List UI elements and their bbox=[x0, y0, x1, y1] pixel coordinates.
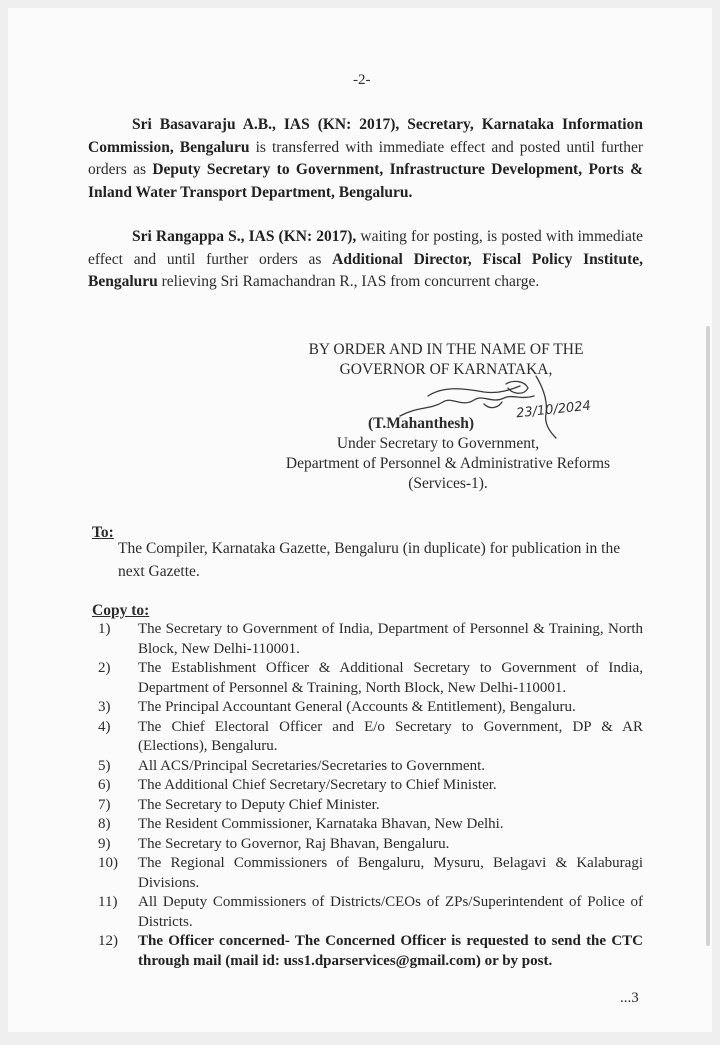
list-item: 7) The Secretary to Deputy Chief Minister. bbox=[98, 796, 380, 813]
to-recipient: The Compiler, Karnataka Gazette, Bengaluru (in duplicate) for publication in the next Gazette. bbox=[118, 540, 621, 580]
list-item: 9) The Secretary to Governor, Raj Bhavan, Bengaluru. bbox=[98, 835, 450, 852]
list-item: 10) The Regional Commissioners of Bengaluru, Mysuru, Belagavi & Kalaburagi Divisions. bbox=[98, 855, 643, 891]
copy-to-list bbox=[98, 620, 643, 971]
para2-text-1: waiting for posting, is posted with immediate effect and until further orders as bbox=[88, 228, 644, 268]
officer-section: (Services-1). bbox=[408, 475, 488, 492]
transfer-paragraph-1 bbox=[88, 114, 643, 204]
officer-department: Department of Personnel & Administrative Reforms bbox=[285, 455, 611, 472]
order-line-2: GOVERNOR OF KARNATAKA, bbox=[339, 361, 553, 378]
list-item: 1) The Secretary to Government of India, Department of Personnel & Training, North Block, New Delhi-110001. bbox=[98, 621, 643, 657]
scrollbar[interactable] bbox=[706, 326, 710, 946]
transfer-paragraph-2 bbox=[88, 226, 643, 294]
page-number: -2- bbox=[353, 72, 371, 88]
para2-text-2: relieving Sri Ramachandran R., IAS from concurrent charge. bbox=[157, 273, 540, 290]
signature-date: 23/10/2024 bbox=[515, 398, 592, 422]
officer-designation: Under Secretary to Government, bbox=[336, 435, 540, 452]
para1-posting: Deputy Secretary to Government, Infrastructure Development, Ports & Inland Water Transport Department, Bengaluru. bbox=[88, 161, 643, 201]
para2-posting: Additional Director, Fiscal Policy Institute, Bengaluru bbox=[88, 250, 644, 290]
list-item: 3) The Principal Accountant General (Accounts & Entitlement), Bengaluru. bbox=[98, 699, 576, 715]
list-item: 2) The Establishment Officer & Additional Secretary to Government of India, Department of Personnel & Training, North Block, New Delhi-110001. bbox=[98, 660, 643, 696]
continuation-marker: ...3 bbox=[620, 990, 639, 1006]
para1-text: is transferred with immediate effect and posted until further orders as bbox=[88, 138, 643, 178]
para2-officer: Sri Rangappa S., IAS (KN: 2017), bbox=[132, 228, 357, 245]
order-line-1: BY ORDER AND IN THE NAME OF THE bbox=[308, 341, 584, 358]
list-item: 8) The Resident Commissioner, Karnataka Bhavan, New Delhi. bbox=[98, 816, 504, 832]
list-item: 12) The Officer concerned- The Concerned Officer is requested to send the CTC through mail (mail id: uss1.dparservices@gmail.com) or by post. bbox=[98, 933, 643, 969]
list-item: 6) The Additional Chief Secretary/Secretary to Chief Minister. bbox=[98, 777, 497, 793]
officer-name: (T.Mahanthesh) bbox=[368, 415, 475, 432]
copy-to-heading: Copy to: bbox=[92, 602, 150, 619]
para1-officer: Sri Basavaraju A.B., IAS (KN: 2017), Secretary, Karnataka Information Commission, Bengaluru bbox=[88, 116, 643, 156]
list-item: 4) The Chief Electoral Officer and E/o Secretary to Government, DP & AR (Elections), Bengaluru. bbox=[98, 718, 643, 754]
list-item: 5) All ACS/Principal Secretaries/Secretaries to Government. bbox=[98, 757, 485, 774]
document-page bbox=[8, 8, 712, 1032]
list-item: 11) All Deputy Commissioners of Districts/CEOs of ZPs/Superintendent of Police of Districts. bbox=[98, 894, 643, 930]
to-heading: To: bbox=[92, 524, 114, 541]
